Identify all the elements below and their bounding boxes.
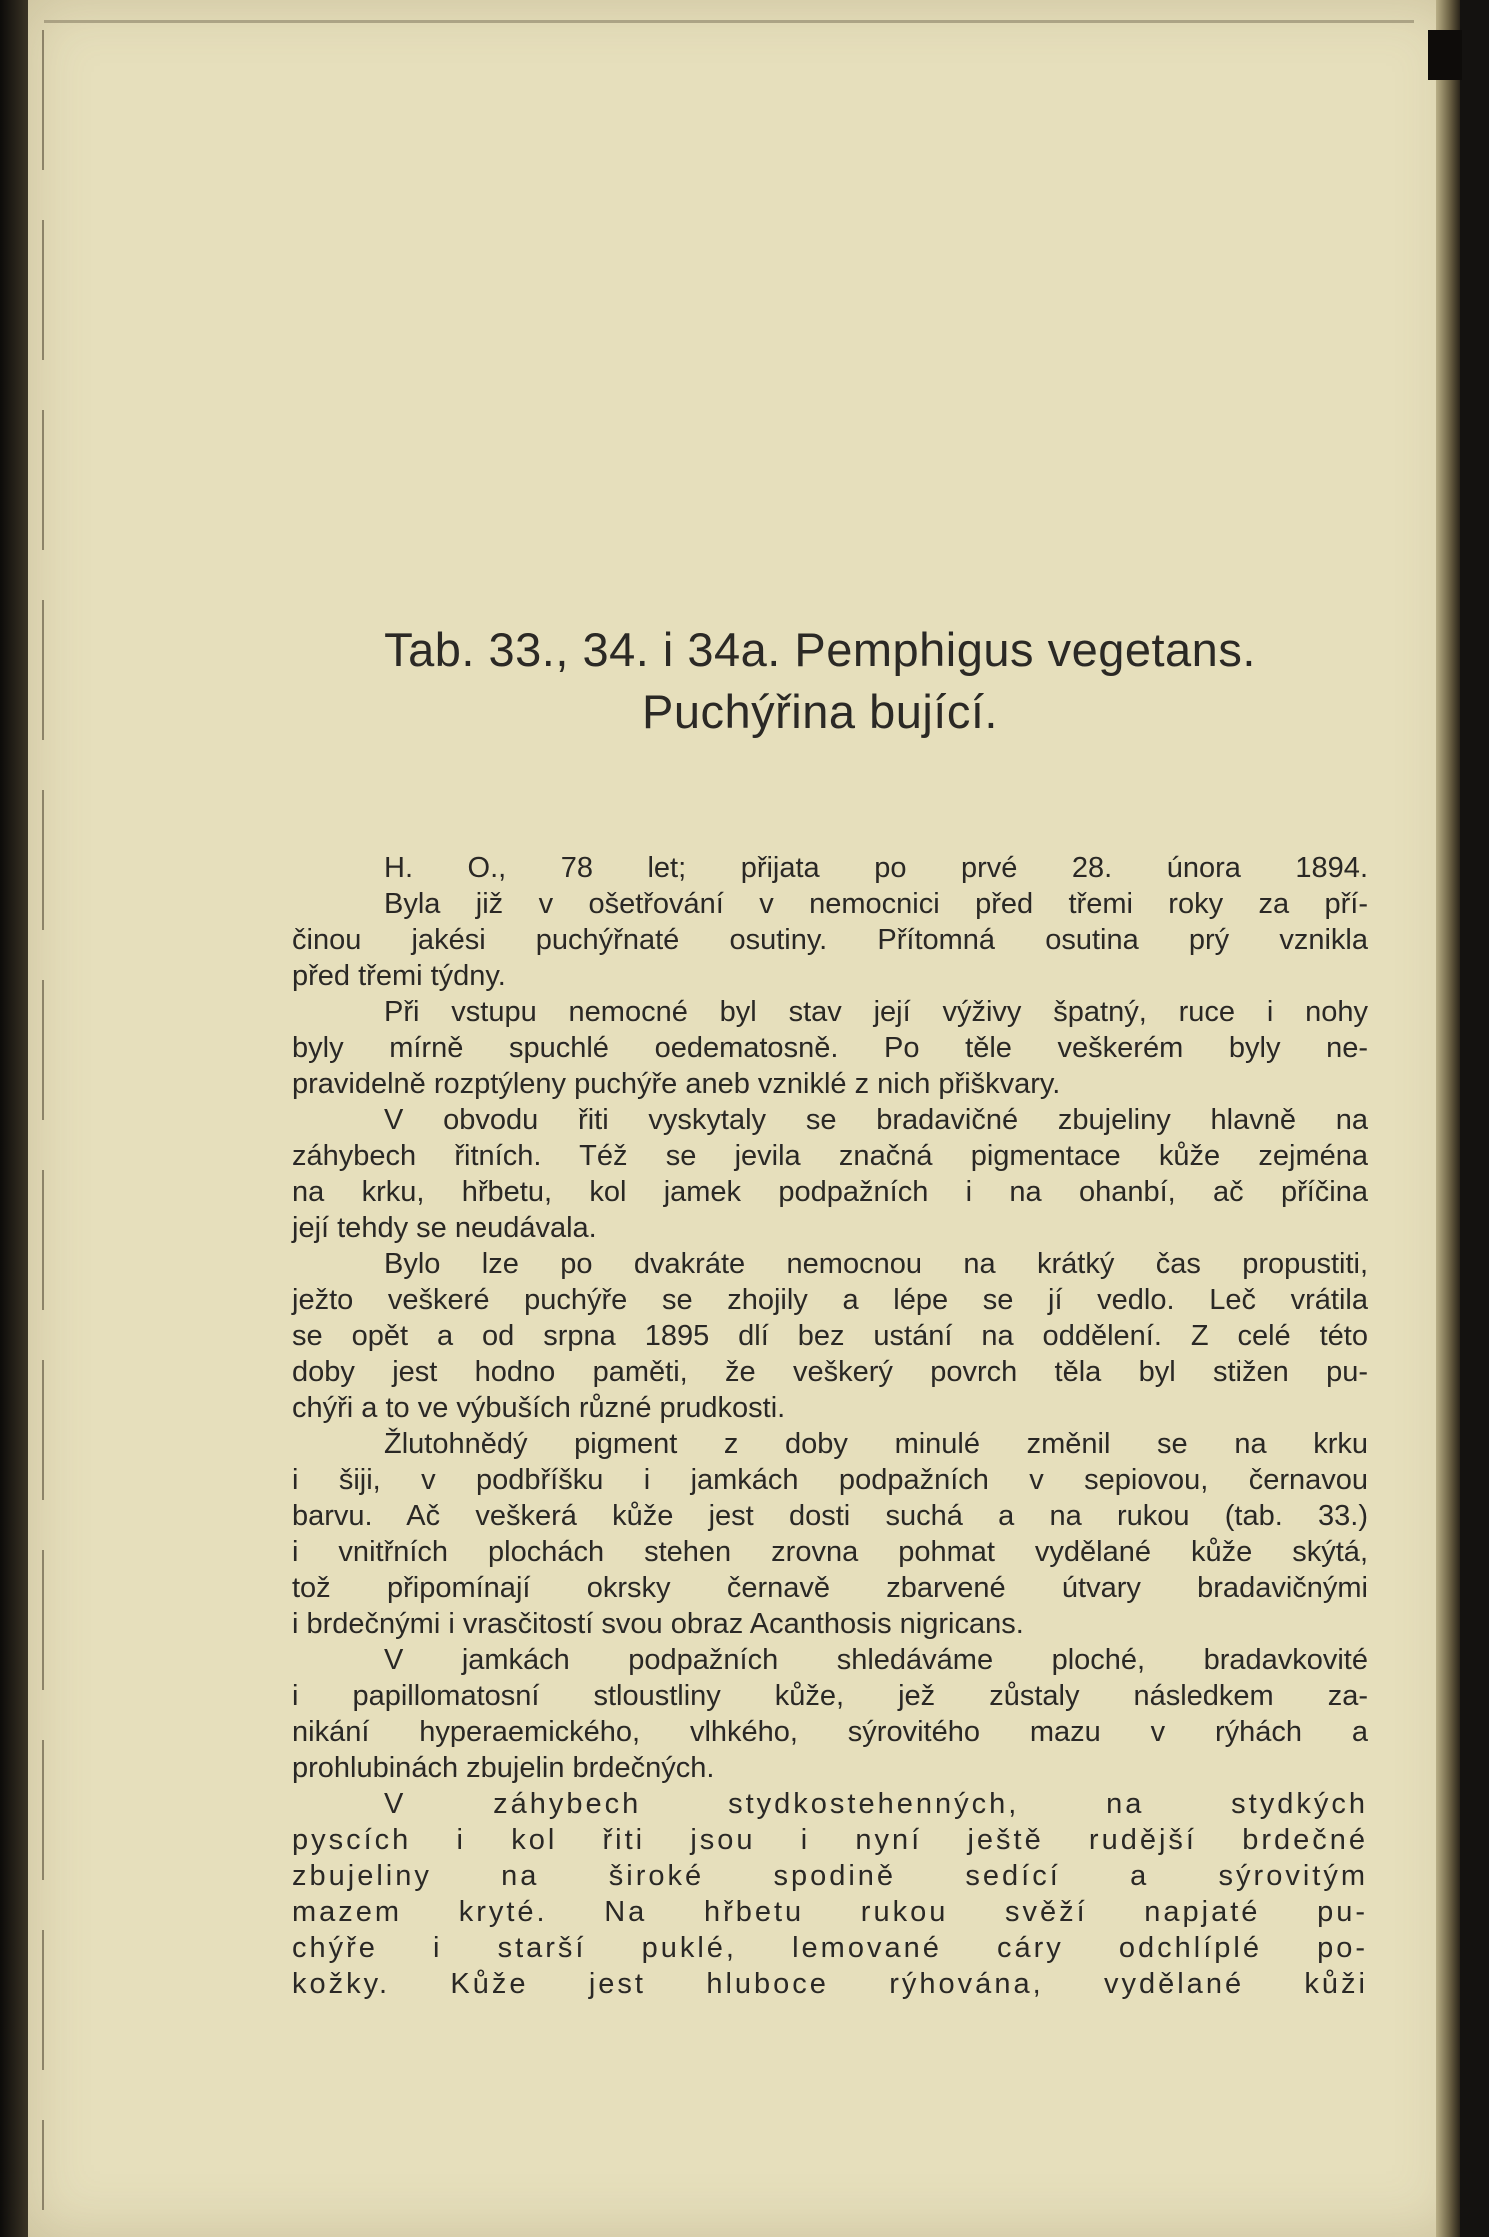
text-line: barvu. Ač veškerá kůže jest dosti suchá a na rukou (tab. 33.) xyxy=(292,1500,1368,1532)
case-description xyxy=(292,850,1368,2002)
text-line: mazem kryté. Na hřbetu rukou svěží napjaté pu- xyxy=(292,1896,1368,1928)
text-line: i brdečnými i vrasčitostí svou obraz Acanthosis nigricans. xyxy=(292,1608,1024,1640)
text-line: Žlutohnědý pigment z doby minulé změnil se na krku xyxy=(384,1428,1368,1460)
page-top-rule xyxy=(44,20,1414,23)
book-spine xyxy=(1436,0,1460,2237)
text-line: Bylo lze po dvakráte nemocnou na krátký čas propustiti, xyxy=(384,1248,1368,1280)
text-line: tož připomínají okrsky černavě zbarvené útvary bradavičnými xyxy=(292,1572,1368,1604)
text-line: ježto veškeré puchýře se zhojily a lépe se jí vedlo. Leč vrátila xyxy=(292,1284,1368,1316)
text-line: činou jakési puchýřnaté osutiny. Přítomná osutina prý vznikla xyxy=(292,924,1368,956)
text-line: i šiji, v podbříšku i jamkách podpažních v sepiovou, černavou xyxy=(292,1464,1368,1496)
text-line: kožky. Kůže jest hluboce rýhována, vydělané kůži xyxy=(292,1968,1368,2000)
page-left-rule xyxy=(42,30,44,2210)
text-line: pyscích i kol řiti jsou i nyní ještě rudější brdečné xyxy=(292,1824,1368,1856)
scan-corner xyxy=(1428,30,1462,80)
text-line: prohlubinách zbujelin brdečných. xyxy=(292,1752,715,1784)
text-line: před třemi týdny. xyxy=(292,960,506,992)
text-line: H. O., 78 let; přijata po prvé 28. února 1894. xyxy=(384,852,1368,884)
text-line: na krku, hřbetu, kol jamek podpažních i na ohanbí, ač příčina xyxy=(292,1176,1368,1208)
text-line: chýři a to ve výbuších různé prudkosti. xyxy=(292,1392,786,1424)
plate-subtitle: Puchýřina bující. xyxy=(642,685,998,738)
text-line: V obvodu řiti vyskytaly se bradavičné zbujeliny hlavně na xyxy=(384,1104,1368,1136)
text-line: Byla již v ošetřování v nemocnici před třemi roky za pří- xyxy=(384,888,1368,920)
text-line: pravidelně rozptýleny puchýře aneb vzniklé z nich přiškvary. xyxy=(292,1068,1061,1100)
text-line: její tehdy se neudávala. xyxy=(292,1212,597,1244)
text-line: byly mírně spuchlé oedematosně. Po těle veškerém byly ne- xyxy=(292,1032,1368,1064)
text-line: nikání hyperaemického, vlhkého, sýrovitého mazu v rýhách a xyxy=(292,1716,1368,1748)
text-line: i papillomatosní stloustliny kůže, jež zůstaly následkem za- xyxy=(292,1680,1368,1712)
text-line: V záhybech stydkostehenných, na stydkých xyxy=(384,1788,1368,1820)
text-line: chýře i starší puklé, lemované cáry odchlíplé po- xyxy=(292,1932,1368,1964)
text-line: záhybech řitních. Též se jevila značná pigmentace kůže zejména xyxy=(292,1140,1368,1172)
text-line: V jamkách podpažních shledáváme ploché, bradavkovité xyxy=(384,1644,1368,1676)
text-line: Při vstupu nemocné byl stav její výživy špatný, ruce i nohy xyxy=(384,996,1368,1028)
spaced-paragraph xyxy=(292,1786,1368,2002)
text-line: doby jest hodno paměti, že veškerý povrch těla byl stižen pu- xyxy=(292,1356,1368,1388)
plate-title: Tab. 33., 34. i 34a. Pemphigus vegetans. xyxy=(384,623,1256,676)
scan-left-edge xyxy=(0,0,28,2237)
text-line: se opět a od srpna 1895 dlí bez ustání na oddělení. Z celé této xyxy=(292,1320,1368,1352)
text-line: zbujeliny na široké spodině sedící a sýrovitým xyxy=(292,1860,1368,1892)
text-line: i vnitřních plochách stehen zrovna pohmat vydělané kůže skýtá, xyxy=(292,1536,1368,1568)
